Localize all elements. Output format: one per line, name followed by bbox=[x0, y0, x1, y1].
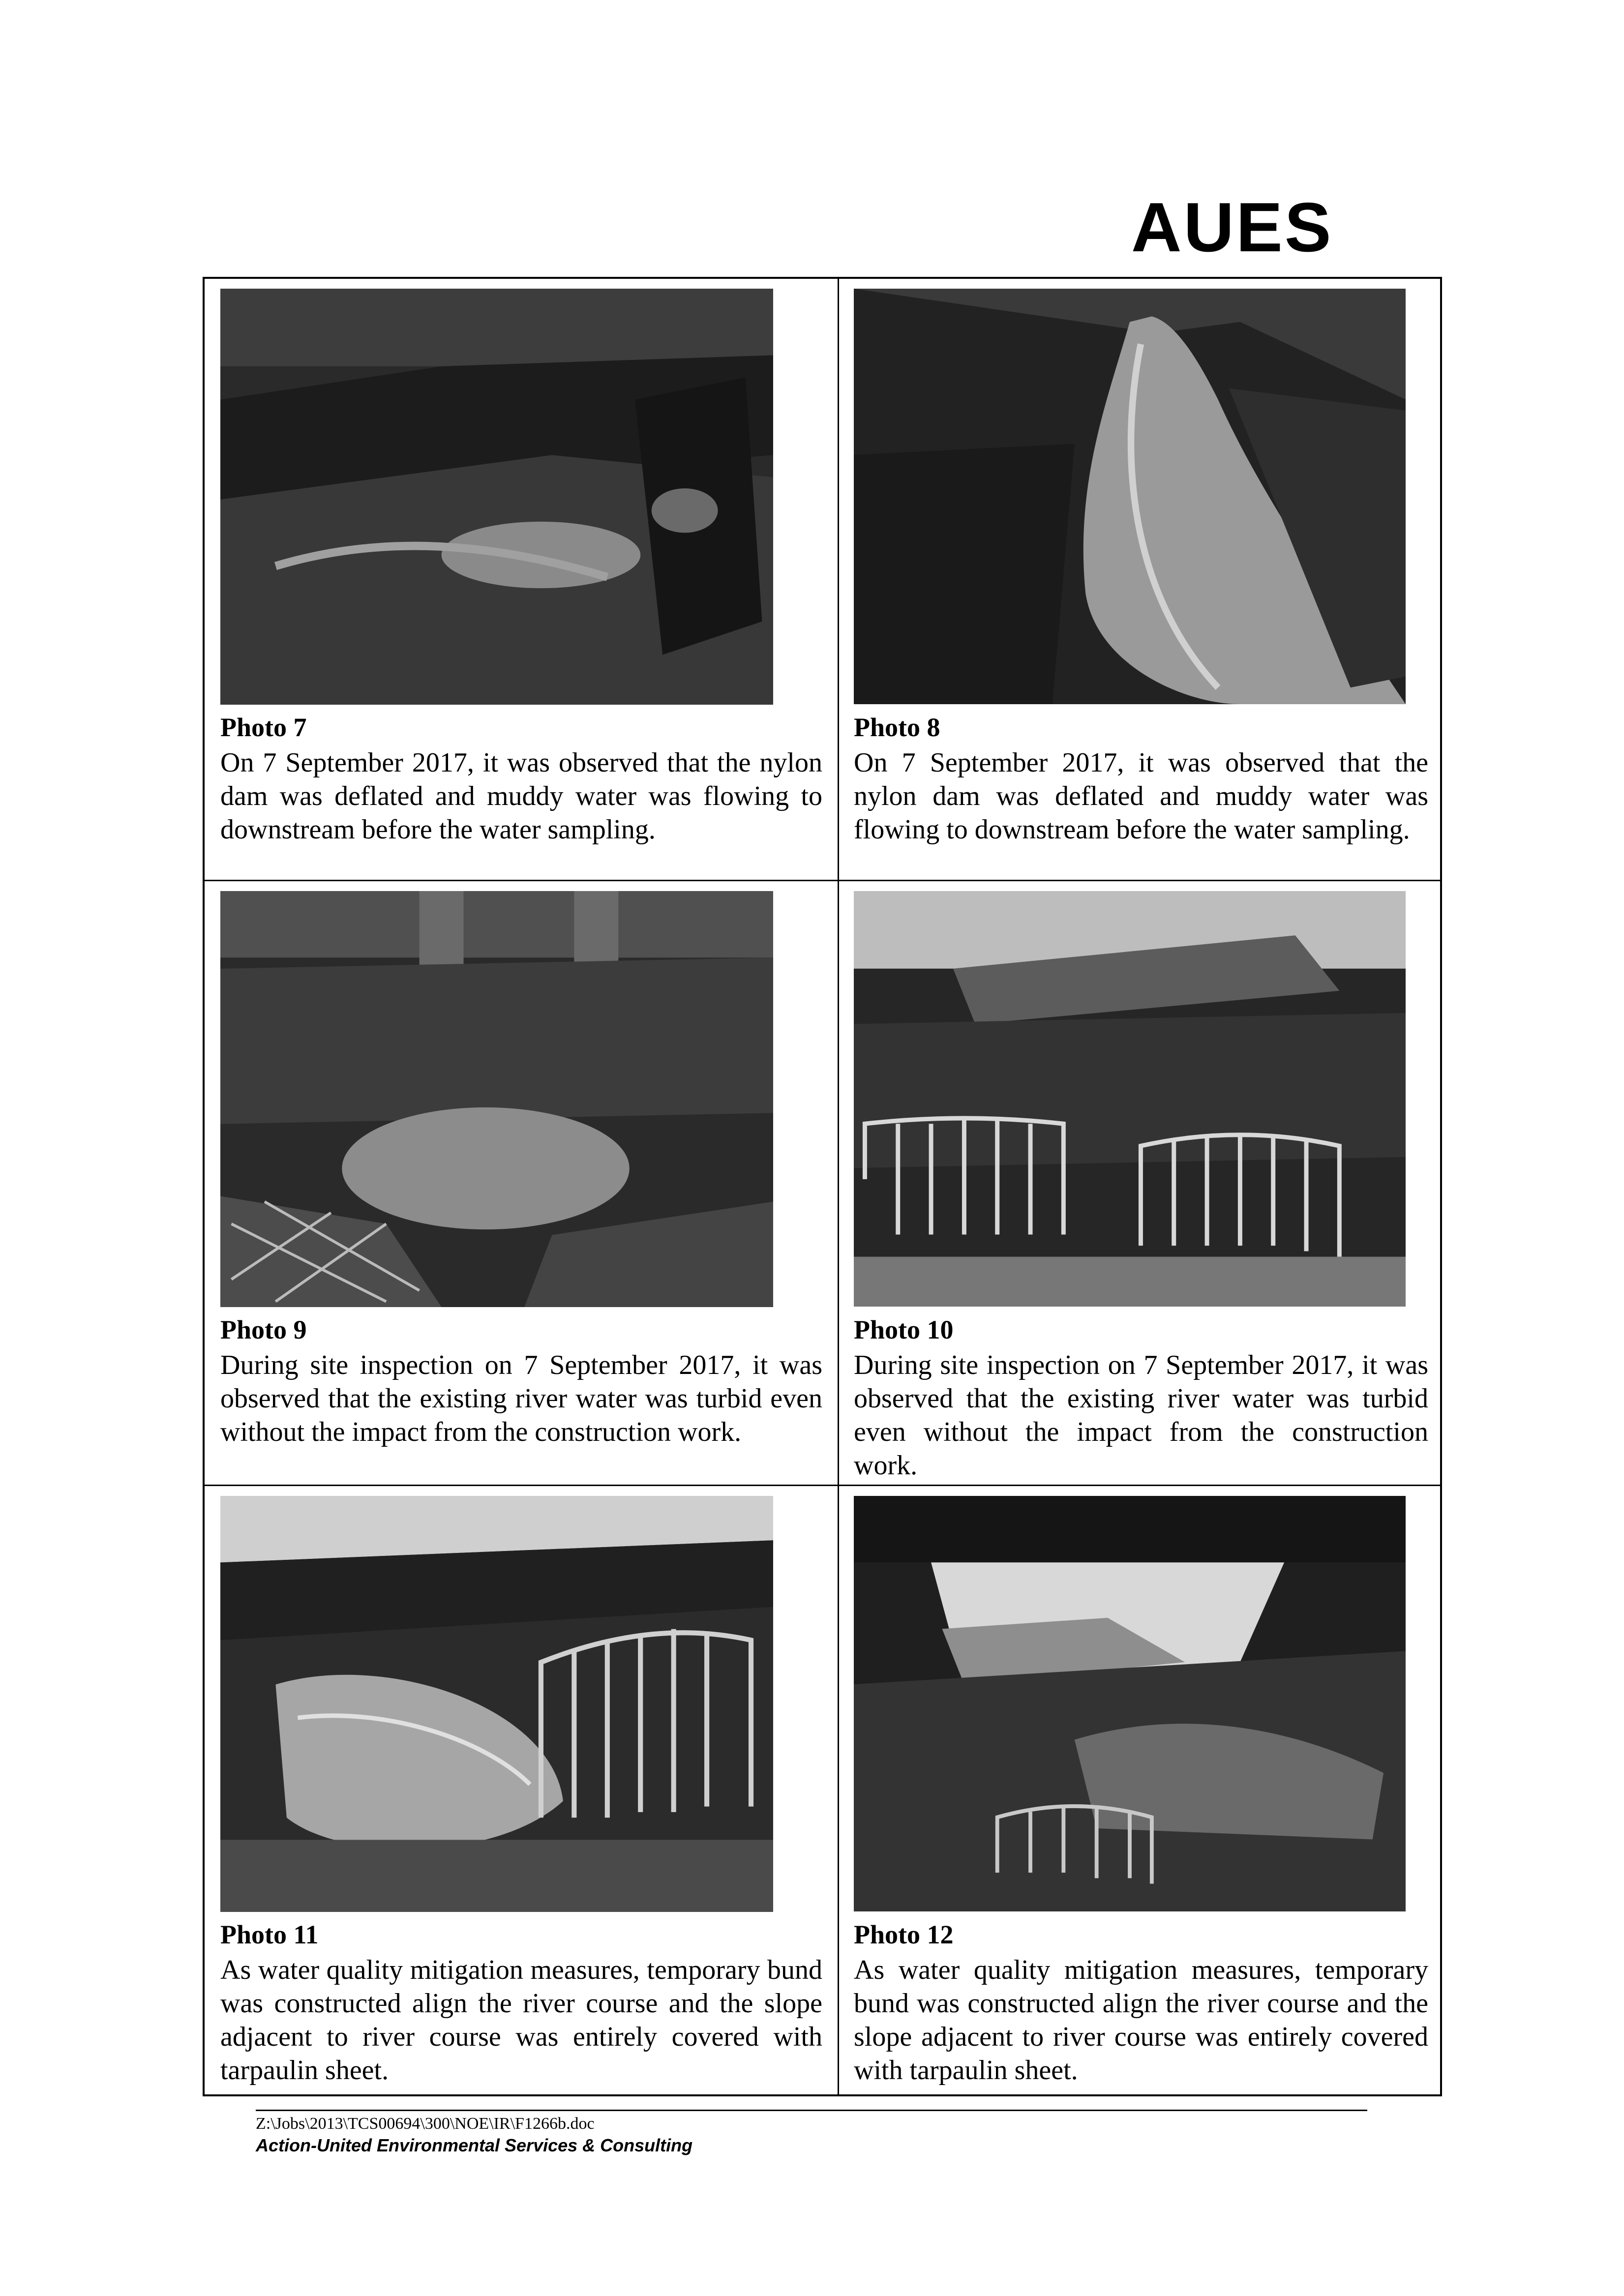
photo-turbid-pool-icon bbox=[220, 891, 773, 1307]
photo-caption: As water quality mitigation measures, temporary bund was constructed align the river course and the slope adjacent to river course was entirely covered with tarpaulin sheet. bbox=[854, 1955, 1428, 2086]
photo-cell-9 bbox=[205, 881, 839, 1486]
photo-title: Photo 7 bbox=[220, 713, 307, 742]
photo-caption: During site inspection on 7 September 2017, it was observed that the existing river water was turbid even without the impact from the construction work. bbox=[854, 1350, 1428, 1481]
photo-caption: As water quality mitigation measures, temporary bund was constructed align the river course and the slope adjacent to river course was entirely covered with tarpaulin sheet. bbox=[220, 1955, 822, 2086]
photo-barriers-river-icon bbox=[854, 891, 1406, 1307]
footer-file-path: Z:\Jobs\2013\TCS00694\300\NOE\IR\F1266b.doc bbox=[256, 2115, 595, 2133]
photo-title: Photo 10 bbox=[854, 1315, 954, 1344]
photo-tarpaulin-slope-icon bbox=[220, 1496, 773, 1912]
aues-logo: AUES bbox=[1131, 188, 1333, 267]
photo-caption: On 7 September 2017, it was observed that the nylon dam was deflated and muddy water was flowing to downstream before the water sampling. bbox=[220, 747, 822, 845]
photo-title: Photo 9 bbox=[220, 1315, 307, 1344]
photo-cell-8 bbox=[839, 279, 1440, 881]
photo-under-bridge-icon bbox=[854, 1496, 1406, 1911]
photo-title: Photo 11 bbox=[220, 1920, 319, 1949]
photo-cell-10 bbox=[839, 881, 1440, 1486]
photo-table bbox=[203, 277, 1442, 2096]
photo-cell-7 bbox=[205, 279, 839, 881]
photo-nylon-dam-deflated-icon bbox=[220, 289, 773, 705]
photo-cell-11 bbox=[205, 1486, 839, 2094]
photo-title: Photo 8 bbox=[854, 713, 940, 742]
photo-cell-12 bbox=[839, 1486, 1440, 2094]
photo-caption: During site inspection on 7 September 2017, it was observed that the existing river water was turbid even without the impact from the construction work. bbox=[220, 1350, 822, 1447]
footer-divider bbox=[256, 2110, 1367, 2111]
footer-company-name: Action-United Environmental Services & Consulting bbox=[256, 2135, 693, 2155]
photo-title: Photo 12 bbox=[854, 1920, 954, 1949]
photo-caption: On 7 September 2017, it was observed that the nylon dam was deflated and muddy water was flowing to downstream before the water sampling. bbox=[854, 747, 1428, 845]
photo-river-channel-icon bbox=[854, 289, 1406, 704]
